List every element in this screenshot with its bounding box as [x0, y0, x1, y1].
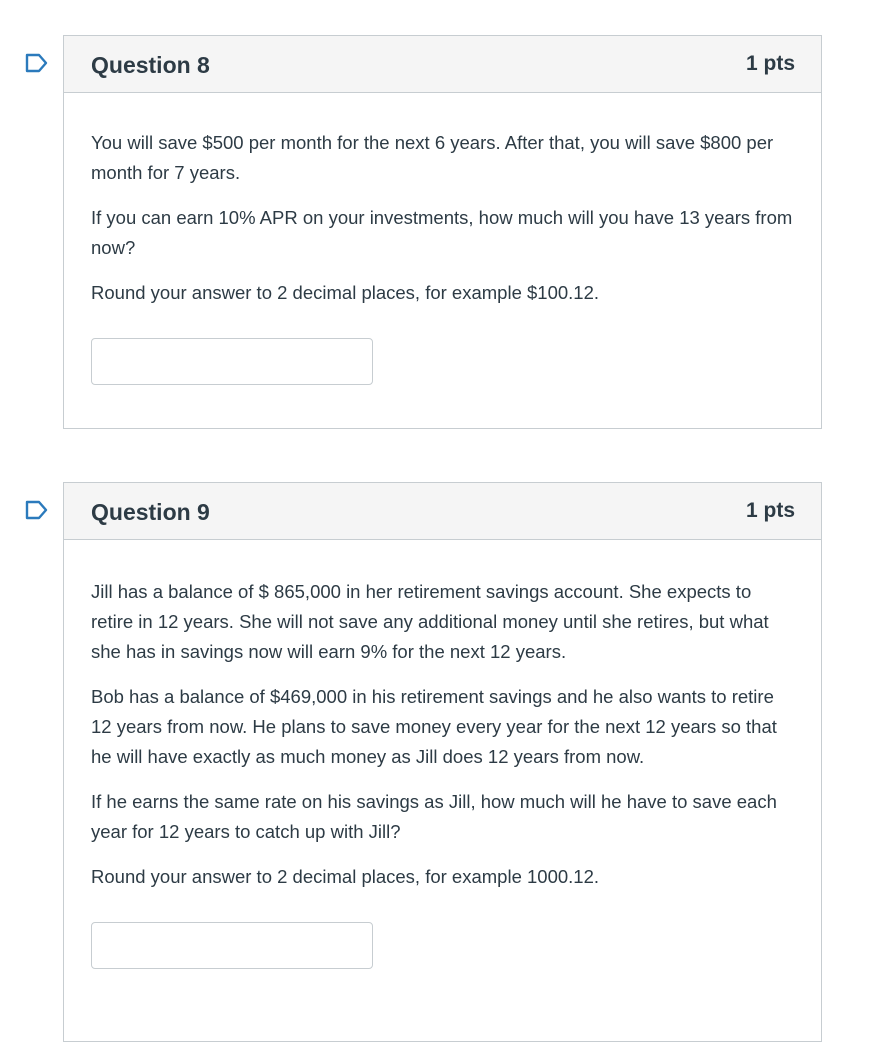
- question-text: If he earns the same rate on his savings as Jill, how much will he have to save each year for 12 years to catch up with Jill?: [91, 791, 777, 842]
- question-body: [64, 93, 821, 385]
- flag-question-icon: [24, 499, 50, 521]
- question-header: [64, 36, 821, 93]
- flag-question-icon: [24, 52, 50, 74]
- question-instruction: Round your answer to 2 decimal places, for example $100.12.: [91, 282, 600, 303]
- question-text: If you can earn 10% APR on your investments, how much will you have 13 years from now?: [91, 207, 793, 258]
- question-points: 1 pts: [745, 499, 795, 522]
- answer-input[interactable]: [91, 922, 373, 969]
- question-title: Question 8: [91, 52, 210, 78]
- answer-input[interactable]: [91, 338, 373, 385]
- question-points: 1 pts: [745, 52, 795, 75]
- question-text: Bob has a balance of $469,000 in his retirement savings and he also wants to retire 12 years from now. He plans to save money every year for the next 12 years so that he will have exactly as much money as Jill does 12 years from now.: [91, 686, 777, 767]
- question-title: Question 9: [91, 499, 210, 525]
- flag-question-8-button[interactable]: [24, 52, 50, 74]
- question-instruction: Round your answer to 2 decimal places, for example 1000.12.: [91, 866, 600, 887]
- question-header: [64, 483, 821, 540]
- question-text: Jill has a balance of $ 865,000 in her retirement savings account. She expects to retire in 12 years. She will not save any additional money until she retires, but what she has in savings now will earn 9% for the next 12 years.: [91, 581, 769, 662]
- flag-question-9-button[interactable]: [24, 499, 50, 521]
- question-body: [64, 540, 821, 969]
- question-text: You will save $500 per month for the next 6 years. After that, you will save $800 per month for 7 years.: [91, 132, 774, 183]
- question-8-card: [63, 35, 822, 429]
- question-9-card: [63, 482, 822, 1042]
